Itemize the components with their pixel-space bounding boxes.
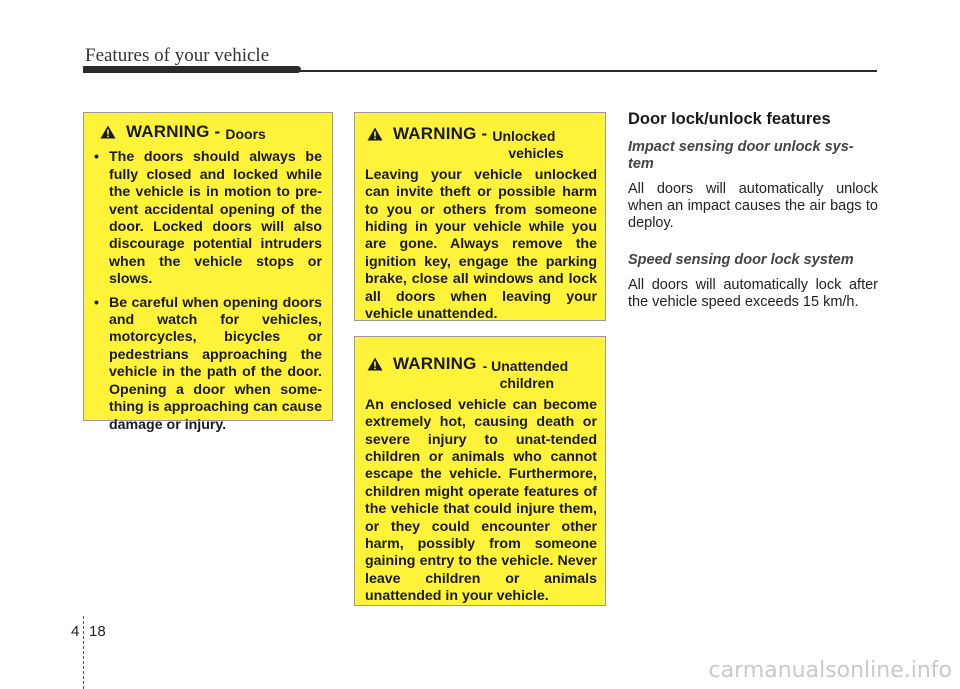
- warning-topic-continued: vehicles: [508, 145, 564, 162]
- warning-text: An enclosed vehicle can become extremely hot, causing death or severe injury to unat-tended children or animals who cannot escape the vehicle. Furthermore, children might operate features of the vehicle that could injure them, or they could encounter other harm, possibly from someone gaining entry to the vehicle. Never leave children or animals unattended in your vehicle.: [365, 396, 597, 605]
- warning-heading: [367, 125, 597, 163]
- warning-triangle-icon: [100, 125, 116, 139]
- warning-topic-continued: children: [499, 375, 555, 392]
- warning-label: WARNING: [393, 354, 477, 373]
- warning-bullet: • The doors should always be fully closed and locked while the vehicle is in motion to pre-vent accidental opening of the door. Locked doors will also discourage potential intruders when the vehicle stops or slows.: [92, 149, 322, 288]
- page-number: 18: [89, 623, 106, 640]
- warning-topic: Unlocked: [492, 128, 556, 144]
- speed-sensing-title: Speed sensing door lock system: [628, 252, 854, 268]
- impact-sensing-title: Impact sensing door unlock sys-tem: [628, 139, 854, 172]
- header-bar: [83, 66, 301, 73]
- footer-divider: [83, 616, 84, 689]
- warning-text: Leaving your vehicle unlocked can invite theft or possible harm to you or others from someone hiding in your vehicle while you are gone. Always remove the ignition key, engage the parking brake, close all windows and lock all doors when leaving your vehicle unattended.: [365, 166, 597, 323]
- door-lock-section: [628, 108, 878, 311]
- warning-label: WARNING -: [393, 124, 488, 143]
- warning-label: WARNING -: [126, 122, 221, 141]
- warning-topic: - Unattended: [482, 358, 569, 374]
- watermark: carmanualsonline.info: [708, 658, 952, 683]
- warning-box-doors: [83, 112, 333, 433]
- warning-heading: [367, 355, 597, 393]
- warning-heading: [100, 123, 322, 143]
- warning-topic: Doors: [225, 126, 266, 142]
- header-rule: [296, 70, 877, 72]
- section-title: Door lock/unlock features: [628, 110, 831, 128]
- speed-sensing-text: All doors will automatically lock after the vehicle speed exceeds 15 km/h.: [628, 277, 878, 310]
- warning-box-unlocked-vehicles: [354, 112, 606, 321]
- warning-bullet: • Be careful when opening doors and watch for vehicles, motorcycles, bicycles or pedestrians approaching the vehicle in the path of the door. Opening a door when some-thing is approaching can cause damage or injury.: [92, 295, 322, 434]
- impact-sensing-text: All doors will automatically unlock when an impact causes the air bags to deploy.: [628, 181, 878, 231]
- warning-box-unattended-children: [354, 336, 606, 606]
- warning-triangle-icon: [367, 357, 383, 371]
- page-header-title: Features of your vehicle: [85, 45, 270, 66]
- warning-triangle-icon: [367, 127, 383, 141]
- chapter-number: 4: [71, 623, 80, 640]
- warning-bullet-list: [92, 149, 322, 434]
